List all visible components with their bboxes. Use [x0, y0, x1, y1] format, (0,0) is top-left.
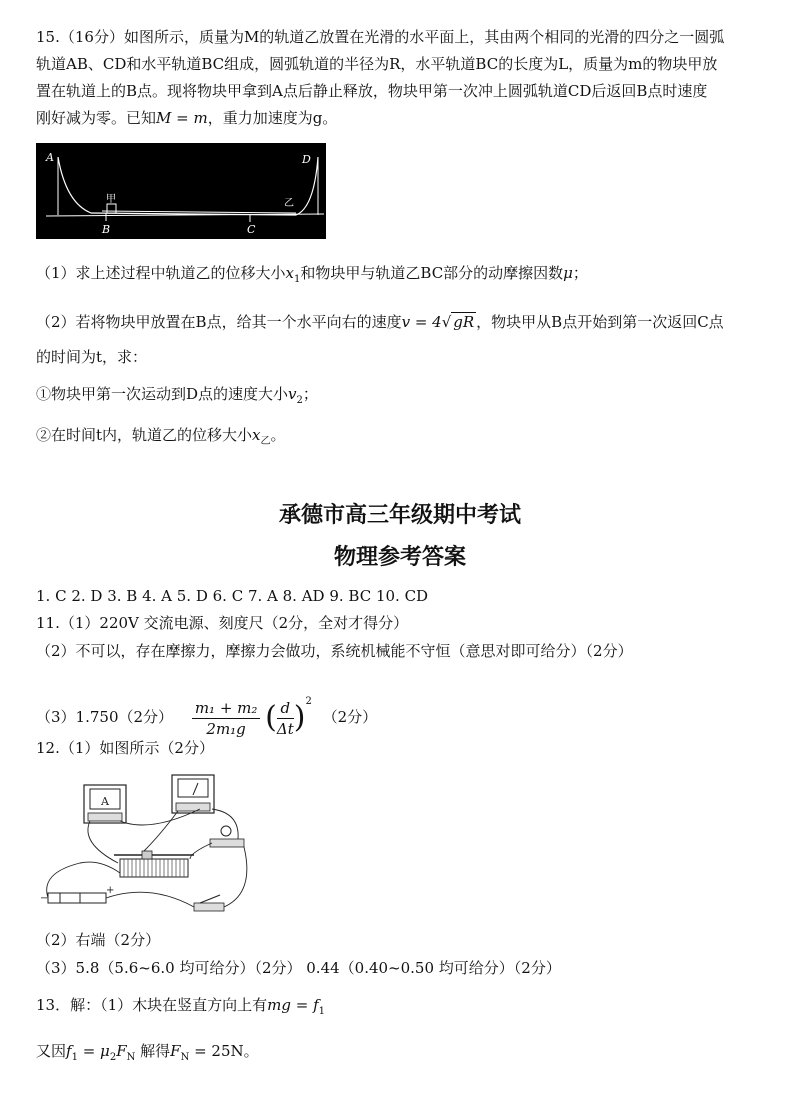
- circuit-figure: [40, 763, 265, 923]
- a12-line-3: （3）5.8（5.6~6.0 均可给分）（2分） 0.44（0.40~0.50 均可给分）（2分）: [36, 959, 561, 977]
- a13-line-1: 13．解：（1）木块在竖直方向上有mg = $f_1$: [36, 996, 325, 1017]
- battery-minus: −: [40, 893, 49, 904]
- fraction-mass: $\frac{\text{m₁ + m₂}}{\text{2m₁g}}$: [192, 698, 261, 739]
- ammeter-label: A: [101, 795, 109, 808]
- label-jia: 甲: [106, 194, 116, 205]
- a12-line-1: 12.（1）如图所示（2分）: [36, 739, 214, 757]
- q15-line-2: 轨道AB、CD和水平轨道BC组成，圆弧轨道的半径为R，水平轨道BC的长度为L，质量为m的物块甲放: [36, 55, 718, 73]
- q15-sub-2: ②在时间t内，轨道乙的位移大小$x_乙$。: [36, 426, 286, 447]
- a12-line-2: （2）右端（2分）: [36, 931, 161, 949]
- track-figure: [36, 143, 326, 239]
- label-c: C: [247, 223, 256, 236]
- q15-part-2: （2）若将物块甲放置在B点，给其一个水平向右的速度v = 4√ gR ，物块甲从B点开始到第一次返回C点: [36, 313, 724, 331]
- label-a: A: [46, 151, 54, 164]
- answer-title: 物理参考答案: [333, 545, 466, 570]
- a11-line-3: （3）1.750（2分） $\frac{\text{m₁ + m₂}}{\text{2m₁g}}$ ( $\frac{d}{\Delta t}$ )$^2$ （2分）: [36, 696, 378, 738]
- exam-title: 承德市高三年级期中考试: [278, 503, 521, 528]
- battery-plus: +: [106, 885, 115, 896]
- q15-part-1: （1）求上述过程中轨道乙的位移大小$x_1$和物块甲与轨道乙BC部分的动摩擦因数μ；: [36, 264, 588, 285]
- choice-answers: 1. C 2. D 3. B 4. A 5. D 6. C 7. A 8. AD 9. BC 10. CD: [36, 587, 429, 605]
- q15-line-3: 置在轨道上的B点。现将物块甲拿到A点后静止释放，物块甲第一次冲上圆弧轨道CD后返回B点时速度: [36, 82, 708, 100]
- q15-part-2-line-2: 的时间为t，求：: [36, 348, 148, 366]
- label-b: B: [102, 223, 111, 236]
- label-d: D: [302, 153, 311, 166]
- fraction-velocity: $\frac{d}{\Delta t}$: [276, 698, 294, 738]
- q15-line-4: 刚好减为零。已知M = m，重力加速度为g。: [36, 109, 338, 127]
- q15-line-1: 15.（16分）如图所示，质量为M的轨道乙放置在光滑的水平面上，其由两个相同的光滑的四分之一圆弧: [36, 28, 725, 46]
- q15-sub-1: ①物块甲第一次运动到D点的速度大小$v_2$；: [36, 385, 318, 406]
- a11-line-2: （2）不可以，存在摩擦力，摩擦力会做功，系统机械能不守恒（意思对即可给分）（2分）: [36, 642, 633, 660]
- a13-line-2: 又因$f_1 = \mu_2F_N$ 解得$F_N = 25N$。: [36, 1042, 259, 1063]
- a11-line-1: 11.（1）220V 交流电源、刻度尺（2分，全对才得分）: [36, 614, 409, 632]
- label-yi: 乙: [284, 198, 294, 209]
